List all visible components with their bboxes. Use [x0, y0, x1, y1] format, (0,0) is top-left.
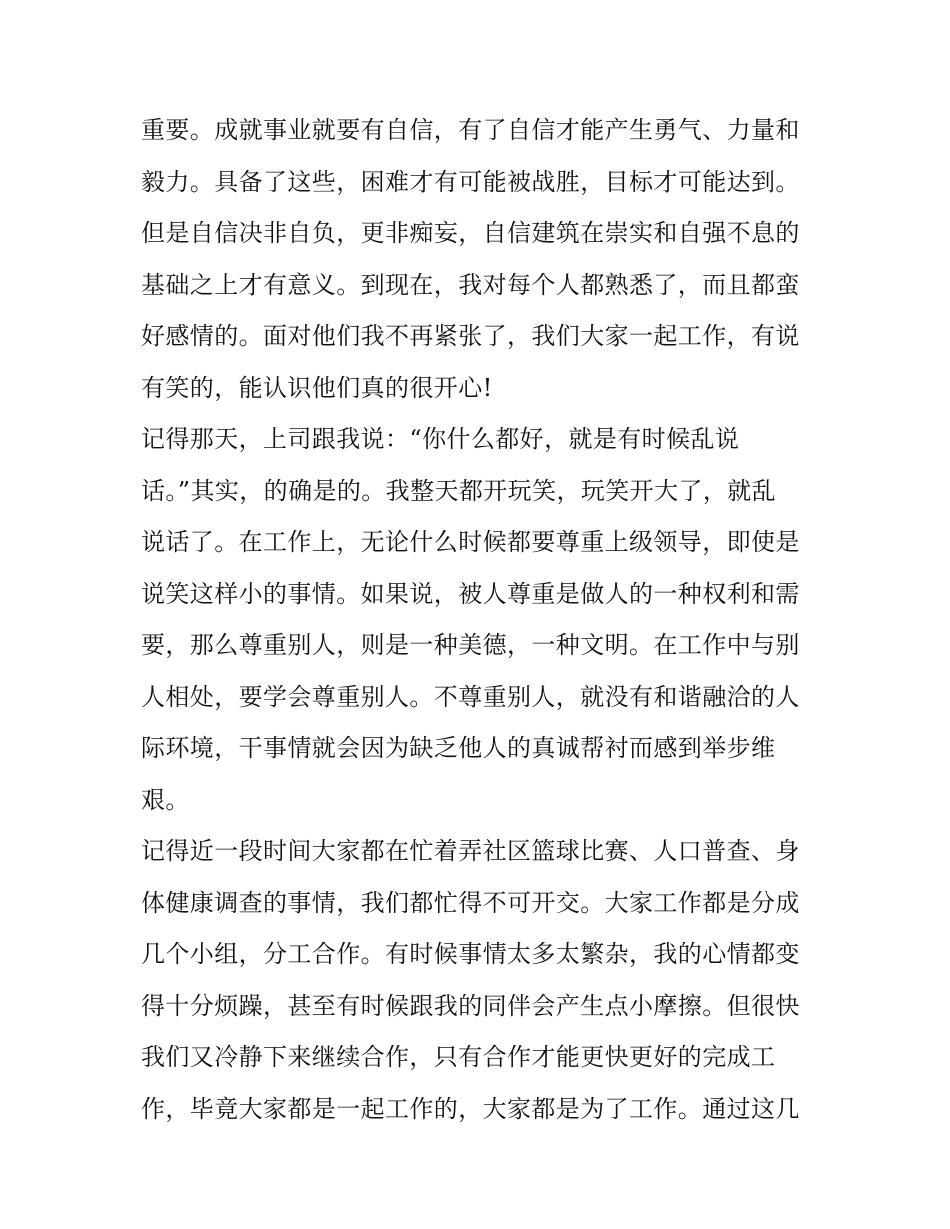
text-line: 人相处，要学会尊重别人。不尊重别人，就没有和谐融洽的人 — [141, 682, 800, 711]
paragraph-2 — [141, 414, 821, 826]
text-line: 毅力。具备了这些，困难才有可能被战胜，目标才可能达到。 — [141, 167, 800, 196]
text-line: 要，那么尊重别人，则是一种美德，一种文明。在工作中与别 — [141, 631, 800, 659]
paragraph-1 — [141, 105, 821, 414]
text-line: 重要。成就事业就要有自信，有了自信才能产生勇气、力量和 — [141, 116, 800, 144]
text-line: 记得近一段时间大家都在忙着弄社区篮球比赛、人口普查、身 — [141, 837, 800, 865]
text-line: 作，毕竟大家都是一起工作的，大家都是为了工作。通过这几 — [141, 1094, 800, 1123]
text-line: 际环境，干事情就会因为缺乏他人的真诚帮衬而感到举步维 — [141, 734, 776, 762]
text-line: 记得那天，上司跟我说：“你什么都好，就是有时候乱说 — [141, 425, 740, 453]
text-line: 得十分烦躁，甚至有时候跟我的同伴会产生点小摩擦。但很快 — [141, 991, 800, 1020]
paragraph-3 — [141, 826, 821, 1135]
document-page — [141, 105, 821, 1135]
text-line: 但是自信决非自负，更非痴妄，自信建筑在崇实和自强不息的 — [141, 219, 800, 247]
text-line: 说话了。在工作上，无论什么时候都要尊重上级领导，即使是 — [141, 528, 800, 556]
text-line: 基础之上才有意义。到现在，我对每个人都熟悉了，而且都蛮 — [141, 270, 800, 299]
text-line: 艰。 — [141, 785, 190, 814]
text-line: 有笑的，能认识他们真的很开心! — [141, 373, 493, 402]
text-line: 话。”其实，的确是的。我整天都开玩笑，玩笑开大了，就乱 — [141, 476, 777, 505]
text-line: 体健康调查的事情，我们都忙得不可开交。大家工作都是分成 — [141, 888, 800, 917]
text-line: 说笑这样小的事情。如果说，被人尊重是做人的一种权利和需 — [141, 579, 800, 608]
text-line: 好感情的。面对他们我不再紧张了，我们大家一起工作，有说 — [141, 322, 800, 350]
text-line: 我们又冷静下来继续合作，只有合作才能更快更好的完成工 — [141, 1043, 776, 1071]
text-line: 几个小组，分工合作。有时候事情太多太繁杂，我的心情都变 — [141, 940, 800, 968]
